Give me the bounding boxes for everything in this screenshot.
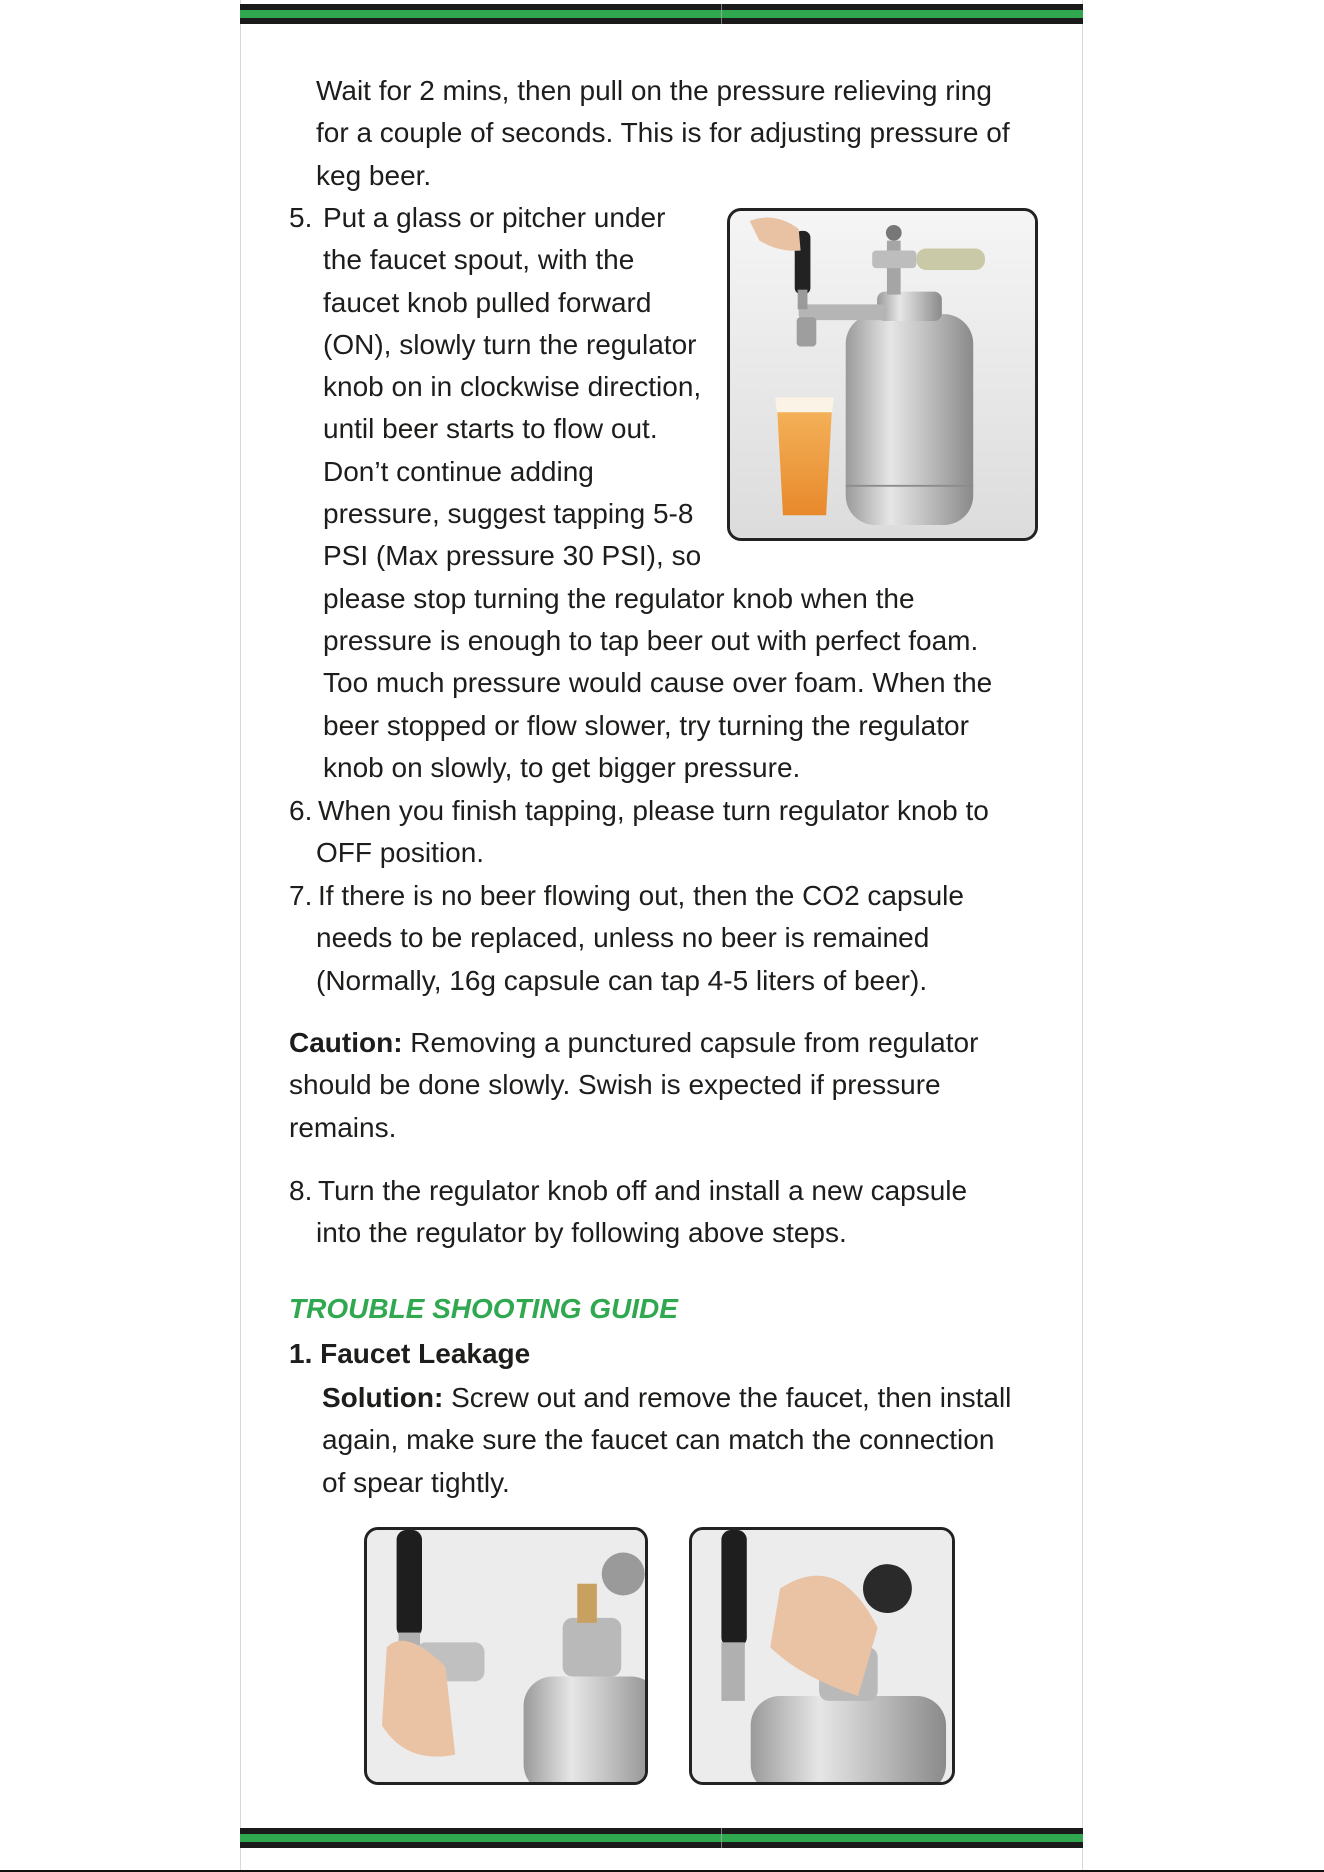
step8-number: 8. <box>289 1175 313 1206</box>
text-line: Wait for 2 mins, then pull on the pressure relieving ring <box>316 75 992 106</box>
text-line: PSI (Max pressure 30 PSI), so <box>323 540 702 572</box>
bottom-decorative-stripe <box>240 1828 1083 1848</box>
text-line: Don’t continue adding <box>323 455 594 487</box>
text-line: (Normally, 16g capsule can tap 4-5 liters of beer). <box>316 964 928 996</box>
text-line: keg beer. <box>316 159 432 191</box>
step4-continuation <box>316 70 1010 197</box>
faucet-hand-illustration <box>367 1530 645 1782</box>
text-line: faucet knob pulled forward <box>323 286 652 318</box>
text-line: Too much pressure would cause over foam. When the <box>323 667 993 699</box>
step6-text <box>318 790 989 875</box>
text-line: of spear tightly. <box>322 1466 510 1498</box>
text-line: Put a glass or pitcher under <box>323 202 666 233</box>
text-line: should be done slowly. Swish is expected if pressure <box>289 1069 941 1101</box>
text-line: Turn the regulator knob off and install a new capsule <box>318 1175 968 1206</box>
text-line: When you finish tapping, please turn regulator knob to <box>318 795 989 826</box>
text-line: into the regulator by following above steps. <box>316 1217 847 1249</box>
text-line: knob on in clockwise direction, <box>323 371 702 403</box>
text-line: again, make sure the faucet can match the connection <box>322 1424 995 1456</box>
text-line: pressure is enough to tap beer out with perfect foam. <box>323 624 979 656</box>
text-line: remains. <box>289 1111 397 1143</box>
keg-illustration <box>730 211 1035 538</box>
text-line: until beer starts to flow out. <box>323 413 658 445</box>
step8-text <box>318 1170 967 1255</box>
solution-paragraph <box>322 1377 1011 1504</box>
text-line: please stop turning the regulator knob when the <box>323 582 915 614</box>
troubleshooting-heading: TROUBLE SHOOTING GUIDE <box>289 1293 678 1324</box>
faucet-hand-illustration <box>692 1530 952 1782</box>
text-line: the faucet spout, with the <box>323 244 635 276</box>
keg-with-glass-photo <box>727 208 1038 541</box>
step7-text <box>318 875 964 1002</box>
caution-paragraph <box>289 1022 978 1149</box>
solution-label: Solution: <box>322 1382 444 1413</box>
caution-first-line <box>289 1022 978 1064</box>
step6-number: 6. <box>289 795 313 826</box>
text-line: for a couple of seconds. This is for adjusting pressure of <box>316 117 1010 149</box>
text-line: If there is no beer flowing out, then the CO2 capsule <box>318 880 964 911</box>
faucet-install-photo-right <box>689 1527 955 1785</box>
top-decorative-stripe <box>240 4 1083 24</box>
step7-number: 7. <box>289 880 313 911</box>
faucet-install-photo-left <box>364 1527 648 1785</box>
caution-label: Caution: <box>289 1027 403 1058</box>
text-line: OFF position. <box>316 837 485 869</box>
text-line: beer stopped or flow slower, try turning the regulator <box>323 709 969 741</box>
solution-text: Screw out and remove the faucet, then install <box>443 1382 1012 1413</box>
caution-text: Removing a punctured capsule from regulator <box>402 1027 979 1058</box>
text-line: pressure, suggest tapping 5-8 <box>323 498 694 530</box>
solution-first-line <box>322 1377 1011 1419</box>
text-line: (ON), slowly turn the regulator <box>323 328 697 360</box>
faucet-leakage-title: 1. Faucet Leakage <box>289 1338 531 1369</box>
text-line: needs to be replaced, unless no beer is remained <box>316 922 930 954</box>
step5-number: 5. <box>289 202 313 233</box>
text-line: knob on slowly, to get bigger pressure. <box>323 751 801 783</box>
